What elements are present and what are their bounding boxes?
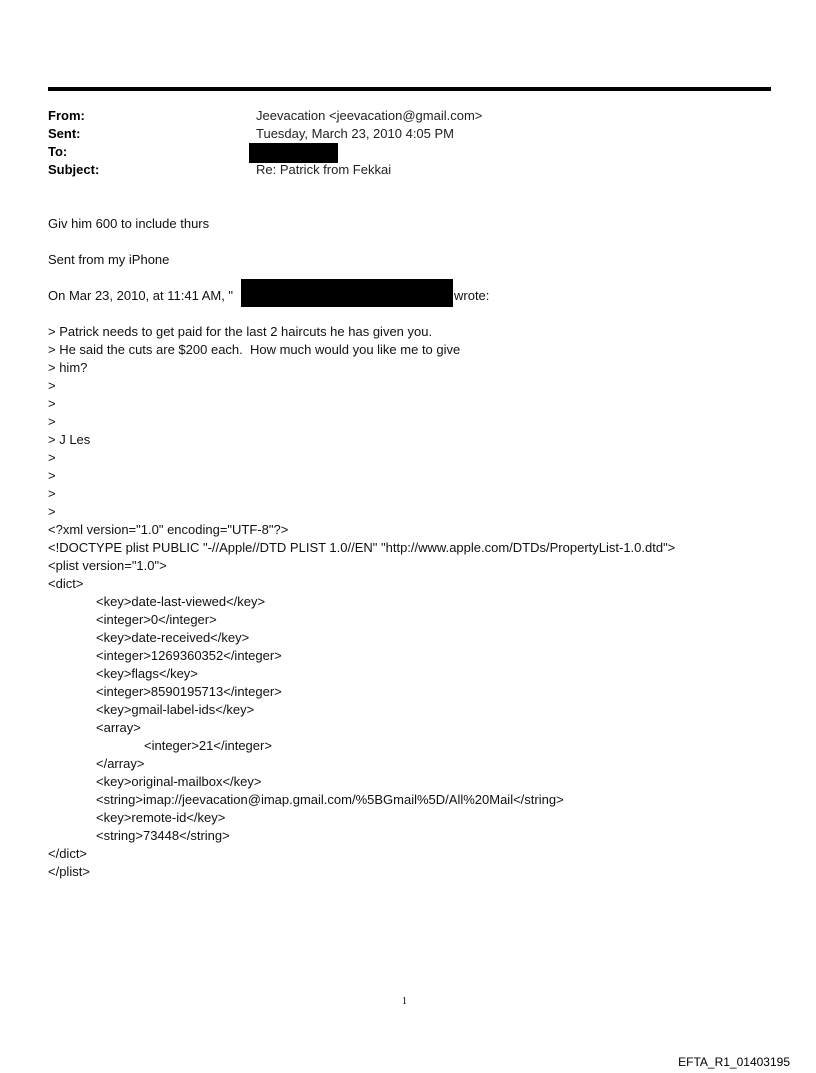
message-line: Giv him 600 to include thurs [48, 216, 210, 231]
plist-line: <key>remote-id</key> [96, 810, 226, 825]
quoted-line: > J Les [48, 432, 91, 447]
plist-line: <string>imap://jeevacation@imap.gmail.com/%5BGmail%5D/All%20Mail</string> [96, 792, 564, 807]
header-rule [48, 87, 771, 91]
quoted-line: > [48, 414, 56, 429]
plist-line: </array> [96, 756, 145, 771]
sent-value: Tuesday, March 23, 2010 4:05 PM [256, 126, 454, 141]
quoted-line: > [48, 396, 56, 411]
from-value: Jeevacation <jeevacation@gmail.com> [256, 108, 483, 123]
quote-intro: On Mar 23, 2010, at 11:41 AM, " [48, 288, 234, 303]
quote-intro-wrote: wrote: [454, 288, 490, 303]
plist-line: </dict> [48, 846, 88, 861]
quoted-line: > [48, 504, 56, 519]
quoted-line: > [48, 378, 56, 393]
quoted-line: > [48, 450, 56, 465]
plist-line: <integer>21</integer> [144, 738, 272, 753]
quoted-line: > [48, 486, 56, 501]
from-label: From: [48, 108, 85, 123]
plist-line: </plist> [48, 864, 90, 879]
subject-value: Re: Patrick from Fekkai [256, 162, 392, 177]
sender-redaction [241, 279, 453, 307]
plist-line: <key>flags</key> [96, 666, 198, 681]
quoted-line: > [48, 468, 56, 483]
to-label: To: [48, 144, 68, 159]
plist-line: <?xml version="1.0" encoding="UTF-8"?> [48, 522, 289, 537]
quoted-line: > Patrick needs to get paid for the last 2 haircuts he has given you. [48, 324, 433, 339]
bates-number: EFTA_R1_01403195 [678, 1055, 790, 1069]
page-number: 1 [402, 996, 407, 1007]
plist-line: <integer>1269360352</integer> [96, 648, 282, 663]
plist-line: <!DOCTYPE plist PUBLIC "-//Apple//DTD PLIST 1.0//EN" "http://www.apple.com/DTDs/PropertyList-1.0.dtd"> [48, 540, 676, 555]
plist-line: <key>date-received</key> [96, 630, 250, 645]
quoted-line: > him? [48, 360, 88, 375]
plist-line: <integer>0</integer> [96, 612, 217, 627]
quoted-line: > He said the cuts are $200 each. How much would you like me to give [48, 342, 461, 357]
plist-line: <integer>8590195713</integer> [96, 684, 282, 699]
plist-line: <plist version="1.0"> [48, 558, 167, 573]
signature-line: Sent from my iPhone [48, 252, 170, 267]
plist-line: <key>gmail-label-ids</key> [96, 702, 255, 717]
plist-line: <dict> [48, 576, 84, 591]
to-redaction [249, 143, 338, 163]
sent-label: Sent: [48, 126, 81, 141]
plist-line: <string>73448</string> [96, 828, 230, 843]
subject-label: Subject: [48, 162, 100, 177]
plist-line: <array> [96, 720, 141, 735]
plist-line: <key>original-mailbox</key> [96, 774, 262, 789]
plist-line: <key>date-last-viewed</key> [96, 594, 266, 609]
